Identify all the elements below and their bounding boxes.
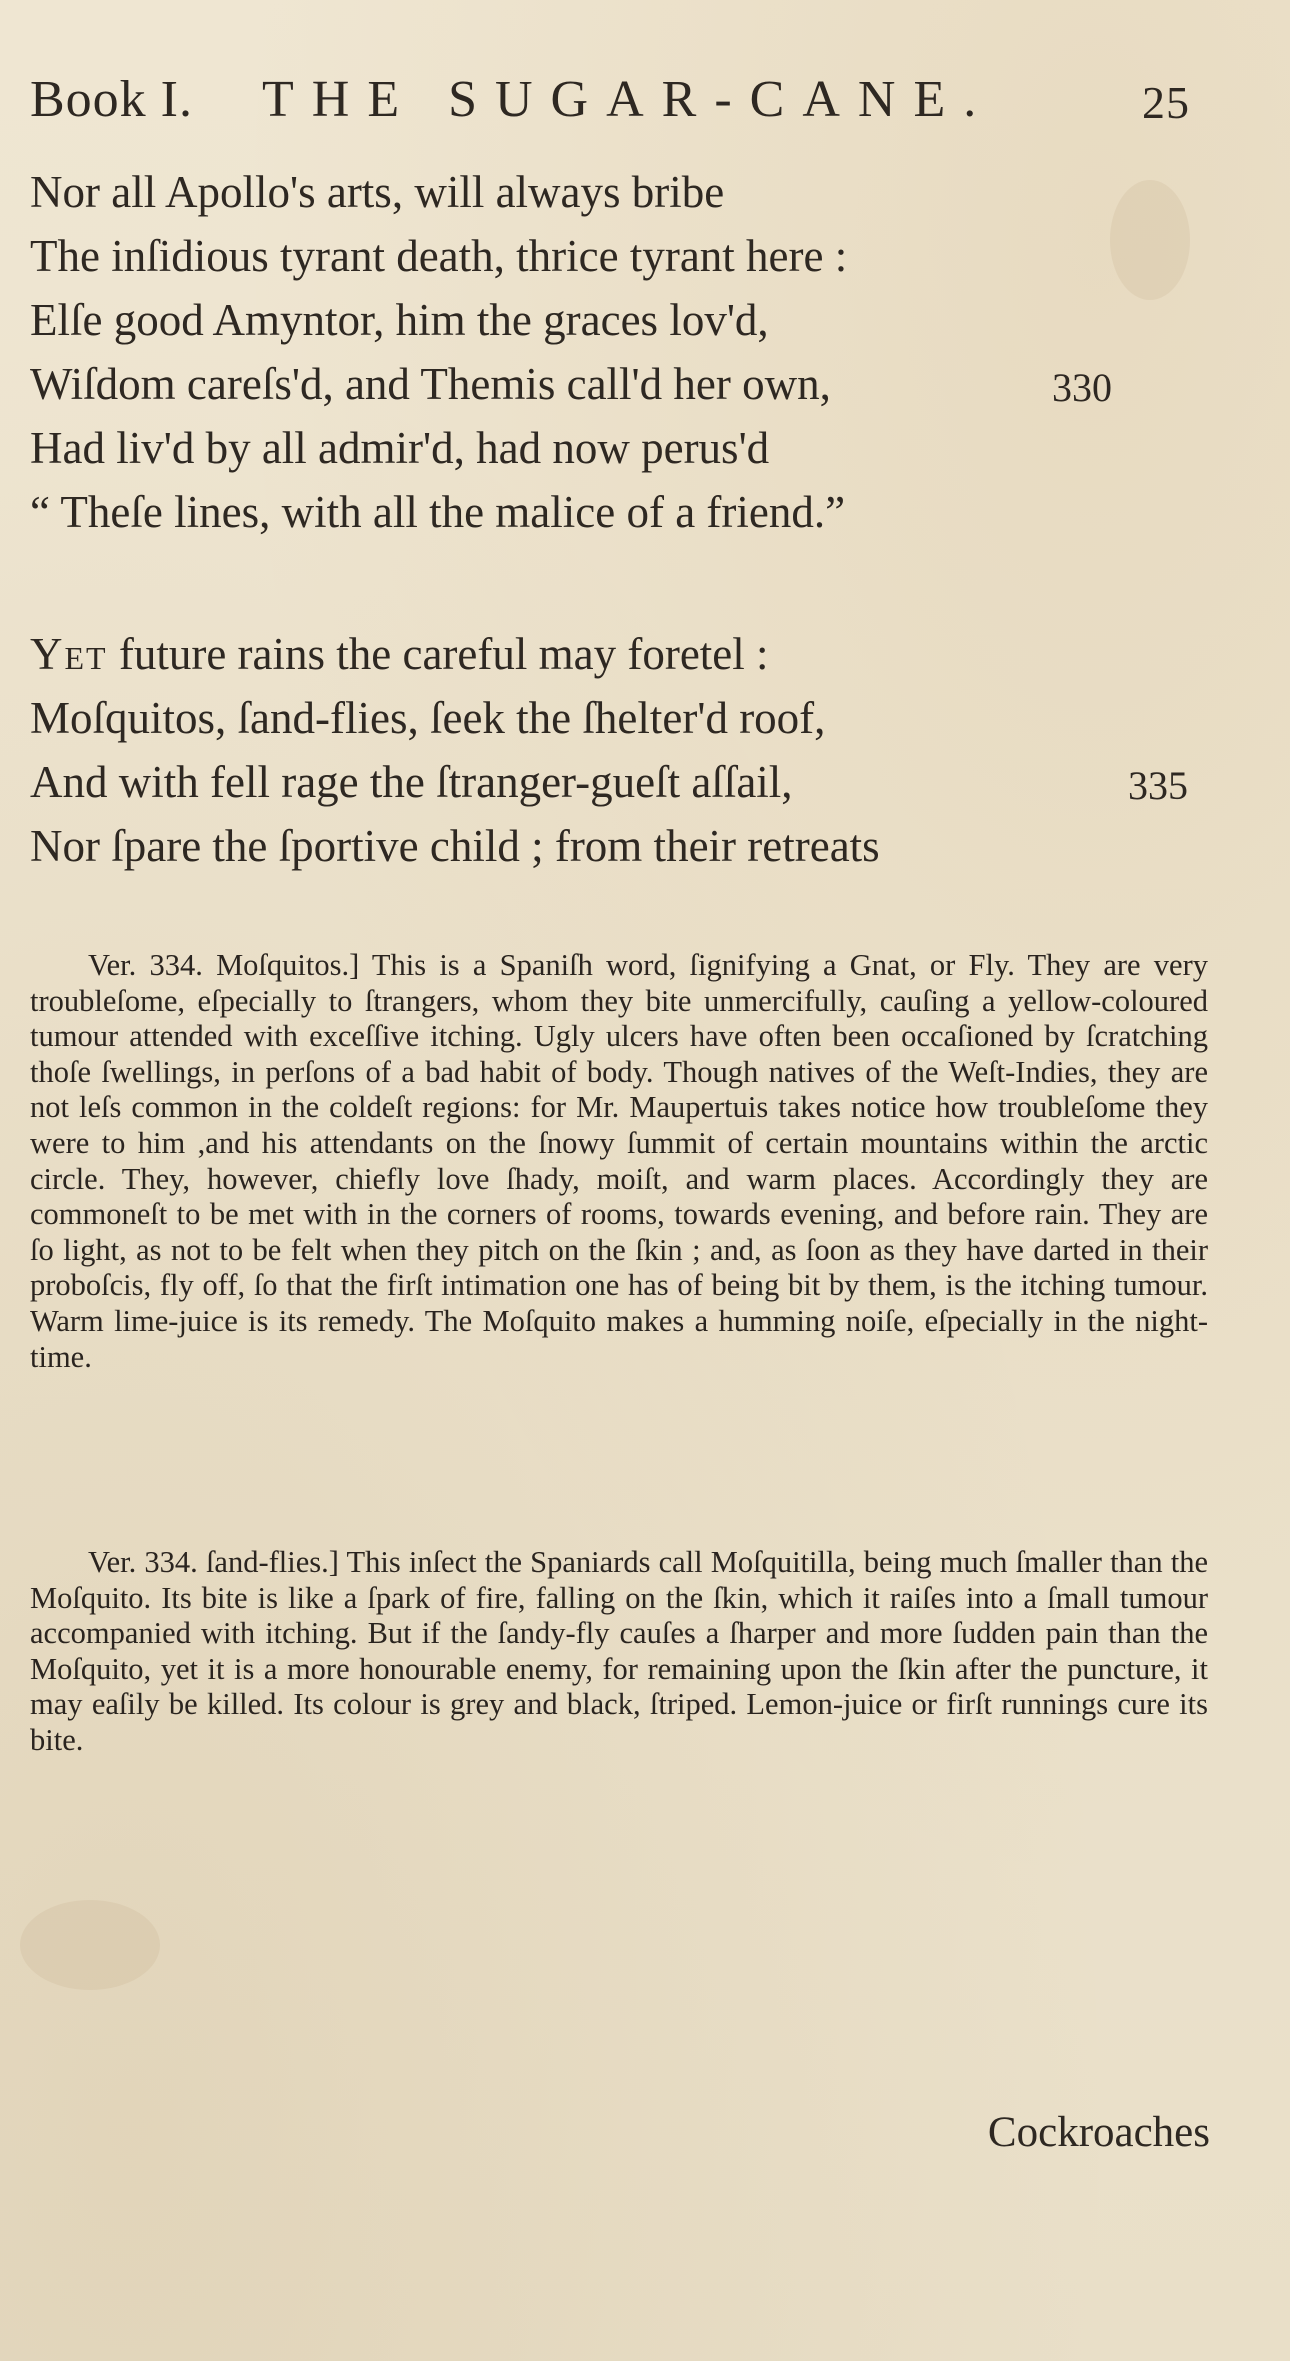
verse-stanza-1 [30, 160, 1190, 544]
verse-line [30, 352, 1190, 416]
verse-line [30, 224, 1190, 288]
verse-line [30, 160, 1190, 224]
initial-word: Yet [30, 629, 108, 679]
book-number: Book I. [30, 71, 193, 128]
verse-text: Nor all Apollo's arts, will always bribe [30, 167, 725, 217]
verse-text: Nor ſpare the ſportive child ; from their retreats [30, 821, 880, 871]
catchword: Cockroaches [987, 2109, 1210, 2156]
paper-stain [20, 1900, 160, 1990]
verse-text: Moſquitos, ſand-flies, ſeek the ſhelter'd roof, [30, 693, 826, 743]
footnote-mosquitos: Ver. 334. Moſquitos.] This is a Spaniſh word, ſignifying a Gnat, or Fly. They are very troubleſome, eſpecially to ſtrangers, whom they bite unmercifully, cauſing a yellow-coloured tumour attended with exceſſive itching. Ugly ulcers have often been occaſioned by ſcratching thoſe ſwellings, in perſons of a bad habit of body. Though natives of the Weſt-Indies, they are not leſs common in the coldeſt regions: for Mr. Maupertuis takes notice how troubleſome they were to him ,and his attendants on the ſnowy ſummit of certain mountains within the arctic circle. They, however, chiefly love ſhady, moiſt, and warm places. Accordingly they are commoneſt to be met with in the corners of rooms, towards evening, and before rain. They are ſo light, as not to be felt when they pitch on the ſkin ; and, as ſoon as they have darted in their proboſcis, fly off, ſo that the firſt intimation one has of being bit by them, is the itching tumour. Warm lime-juice is its remedy. The Moſquito makes a humming noiſe, eſpecially in the night-time. [30, 948, 1208, 1374]
running-head [30, 70, 1190, 140]
line-number: 330 [1052, 365, 1112, 410]
page-number: 25 [1142, 77, 1190, 128]
verse-line [30, 686, 1190, 750]
verse-text: Had liv'd by all admir'd, had now perus'd [30, 423, 770, 473]
verse-line [30, 622, 1190, 686]
verse-text: Wiſdom careſs'd, and Themis call'd her own, [30, 359, 831, 409]
verse-text: The inſidious tyrant death, thrice tyrant here : [30, 231, 848, 281]
running-title: THE SUGAR-CANE. [262, 71, 995, 128]
verse-stanza-2 [30, 622, 1190, 878]
verse-line [30, 416, 1190, 480]
verse-text: future rains the careful may foretel : [107, 629, 769, 679]
footnote-sand-flies: Ver. 334. ſand-flies.] This inſect the Spaniards call Moſquitilla, being much ſmaller than the Moſquito. Its bite is like a ſpark of fire, falling on the ſkin, which it raiſes into a ſmall tumour accompanied with itching. But if the ſandy-fly cauſes a ſharper and more ſudden pain than the Moſquito, yet it is a more honourable enemy, for remaining upon the ſkin after the puncture, it may eaſily be killed. Its colour is grey and black, ſtriped. Lemon-juice or firſt runnings cure its bite. [30, 1545, 1208, 1757]
verse-line [30, 288, 1190, 352]
verse-text: Elſe good Amyntor, him the graces lov'd, [30, 295, 769, 345]
verse-text: And with fell rage the ſtranger-gueſt aſſail, [30, 757, 793, 807]
line-number: 335 [1128, 763, 1188, 808]
verse-line [30, 750, 1190, 814]
verse-line [30, 814, 1190, 878]
verse-line [30, 480, 1190, 544]
verse-text: “ Theſe lines, with all the malice of a friend.” [30, 487, 846, 537]
